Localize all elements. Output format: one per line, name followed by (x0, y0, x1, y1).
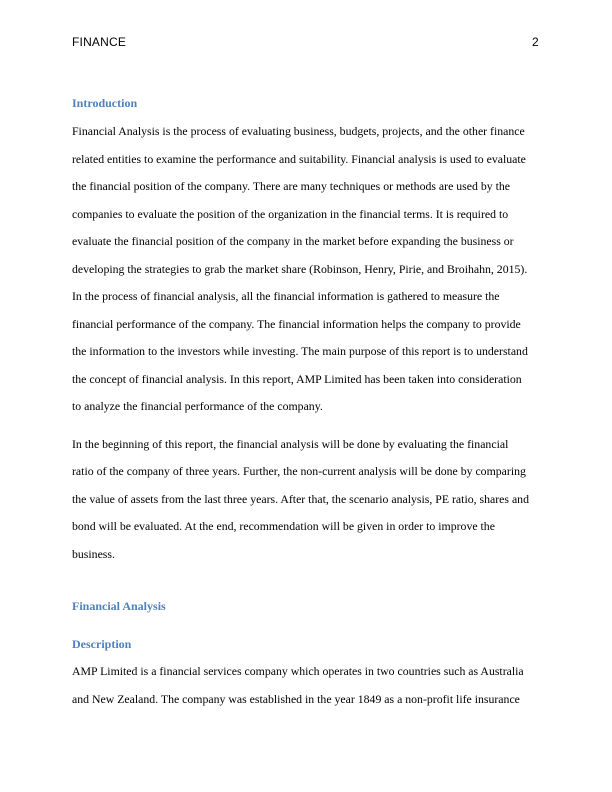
text-line: companies to evaluate the position of the organization in the financial terms. It is required to (72, 207, 509, 221)
running-header-title: FINANCE (72, 35, 127, 49)
text-line: financial performance of the company. The financial information helps the company to provide (72, 317, 521, 331)
text-line: the financial position of the company. There are many techniques or methods are used by the (72, 179, 510, 193)
text-line: and New Zealand. The company was established in the year 1849 as a non-profit life insurance (72, 692, 520, 706)
text-line: business. (72, 547, 115, 561)
text-line: developing the strategies to grab the market share (Robinson, Henry, Pirie, and Broihahn, 2015). (72, 262, 528, 276)
text-line: ratio of the company of three years. Further, the non-current analysis will be done by comparing (72, 464, 526, 478)
text-line: bond will be evaluated. At the end, recommendation will be given in order to improve the (72, 519, 495, 533)
page-number: 2 (532, 35, 539, 49)
text-line: the concept of financial analysis. In this report, AMP Limited has been taken into consideration (72, 372, 522, 386)
heading-financial-analysis: Financial Analysis (72, 599, 166, 613)
text-line: the information to the investors while investing. The main purpose of this report is to understand (72, 344, 528, 358)
heading-introduction: Introduction (72, 96, 138, 110)
text-line: the value of assets from the last three years. After that, the scenario analysis, PE ratio, shares and (72, 492, 529, 506)
text-line: evaluate the financial position of the company in the market before expanding the business or (72, 234, 514, 248)
heading-description: Description (72, 637, 132, 651)
text-line: In the beginning of this report, the financial analysis will be done by evaluating the financial (72, 437, 509, 451)
text-line: to analyze the financial performance of the company. (72, 399, 323, 413)
text-line: related entities to examine the performance and suitability. Financial analysis is used to evaluate (72, 152, 526, 166)
text-line: Financial Analysis is the process of evaluating business, budgets, projects, and the other finance (72, 124, 525, 138)
text-line: AMP Limited is a financial services company which operates in two countries such as Australia (72, 664, 524, 678)
text-line: In the process of financial analysis, all the financial information is gathered to measure the (72, 289, 500, 303)
